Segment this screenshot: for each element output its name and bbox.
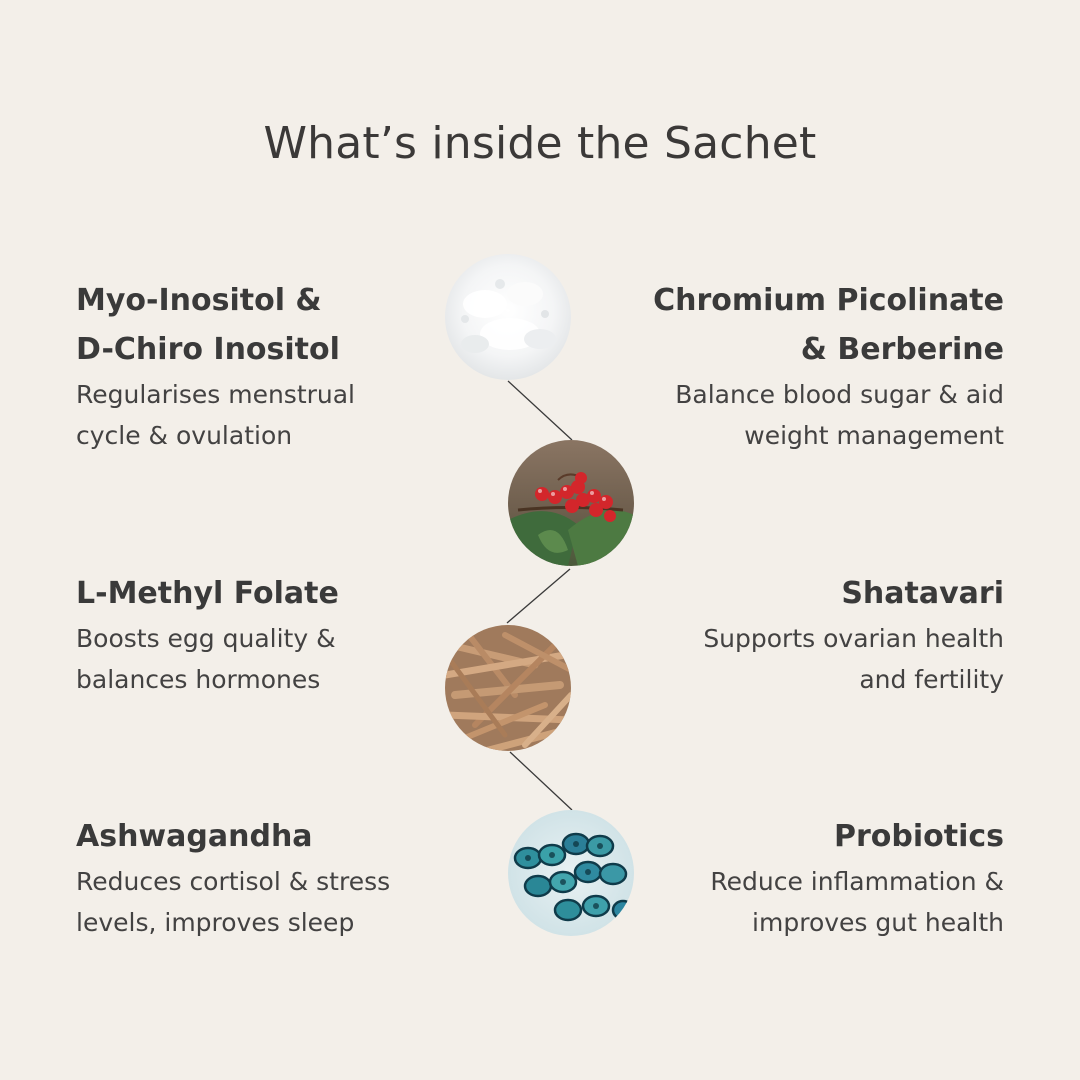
ingredient-name: Chromium Picolinate & Berberine bbox=[653, 283, 1004, 367]
bacteria-image bbox=[508, 810, 634, 936]
connector-line bbox=[510, 752, 572, 810]
ingredient-ashwagandha bbox=[76, 812, 456, 943]
ingredient-myo-inositol bbox=[76, 276, 456, 456]
ingredient-description: Regularises menstrual cycle & ovulation bbox=[76, 380, 356, 450]
ingredient-description: Reduces cortisol & stress levels, improves sleep bbox=[76, 867, 391, 937]
ingredient-name: Ashwagandha bbox=[76, 819, 313, 854]
ingredient-name: L-Methyl Folate bbox=[76, 576, 339, 611]
powder-image bbox=[445, 254, 571, 380]
page-title: What’s inside the Sachet bbox=[263, 118, 817, 169]
connector-line bbox=[508, 381, 572, 440]
ingredient-shatavari bbox=[624, 569, 1004, 700]
ingredient-probiotics bbox=[624, 812, 1004, 943]
ingredient-description: Reduce inflammation & improves gut health bbox=[710, 867, 1004, 937]
ingredient-name: Probiotics bbox=[833, 819, 1004, 854]
ingredient-description: Balance blood sugar & aid weight management bbox=[675, 380, 1004, 450]
connector-line bbox=[507, 569, 570, 623]
ingredient-chromium-picolinate bbox=[624, 276, 1004, 456]
ingredient-name: Myo-Inositol & D-Chiro Inositol bbox=[76, 283, 340, 367]
ingredient-description: Boosts egg quality & balances hormones bbox=[76, 624, 336, 694]
roots-image bbox=[445, 625, 571, 751]
ingredient-l-methyl-folate bbox=[76, 569, 456, 700]
ingredient-description: Supports ovarian health and fertility bbox=[703, 624, 1004, 694]
berries-image bbox=[508, 440, 634, 566]
ingredient-name: Shatavari bbox=[841, 576, 1004, 611]
